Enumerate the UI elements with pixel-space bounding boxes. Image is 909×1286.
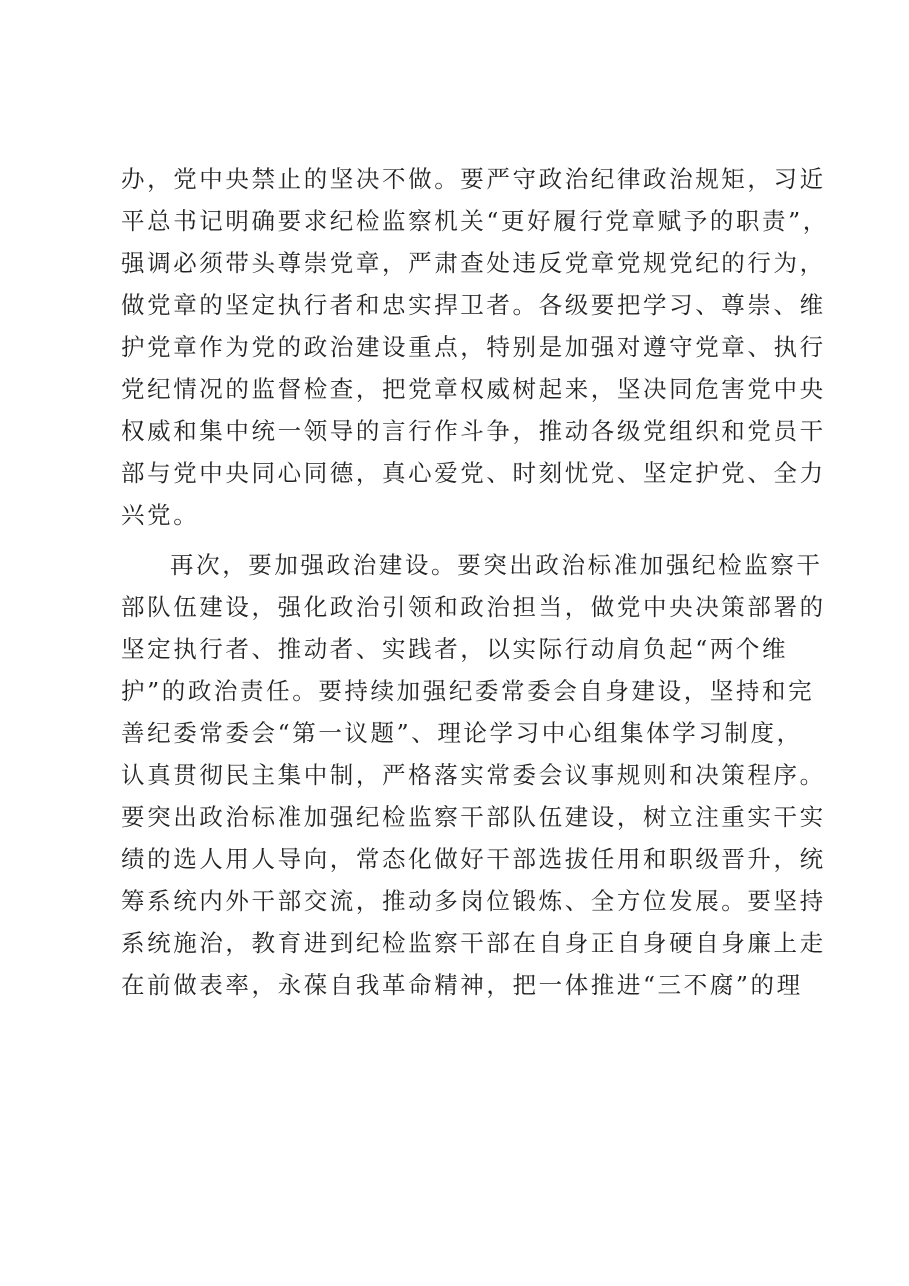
text-line: 部队伍建设，强化政治引领和政治担当，做党中央决策部署的 bbox=[121, 593, 826, 621]
document-body bbox=[121, 158, 829, 1006]
text-line: 平总书记明确要求纪检监察机关“更好履行党章赋予的职责”， bbox=[121, 207, 829, 235]
text-line: 筹系统内外干部交流，推动多岗位锻炼、全方位发展。要坚持 bbox=[121, 887, 826, 915]
text-line: 认真贯彻民主集中制，严格落实常委会议事规则和决策程序。 bbox=[121, 761, 826, 789]
paragraph-gap bbox=[121, 536, 811, 544]
text-line: 在前做表率，永葆自我革命精神，把一体推进“三不腐”的理 bbox=[121, 971, 803, 999]
paragraph-1 bbox=[121, 158, 829, 536]
paragraph-2 bbox=[121, 544, 826, 1006]
text-line: 部与党中央同心同德，真心爱党、时刻忧党、坚定护党、全力 bbox=[121, 459, 826, 487]
text-line: 要突出政治标准加强纪检监察干部队伍建设，树立注重实干实 bbox=[121, 803, 826, 831]
text-line: 再次，要加强政治建设。要突出政治标准加强纪检监察干 bbox=[170, 551, 823, 579]
text-line: 护党章作为党的政治建设重点，特别是加强对遵守党章、执行 bbox=[121, 333, 826, 361]
text-line: 系统施治，教育进到纪检监察干部在自身正自身硬自身廉上走 bbox=[121, 929, 826, 957]
text-line: 护”的政治责任。要持续加强纪委常委会自身建设，坚持和完 bbox=[121, 677, 815, 705]
text-line: 权威和集中统一领导的言行作斗争，推动各级党组织和党员干 bbox=[121, 417, 826, 445]
text-line: 兴党。 bbox=[121, 501, 200, 529]
text-line: 绩的选人用人导向，常态化做好干部选拔任用和职级晋升，统 bbox=[121, 845, 826, 873]
text-line: 坚定执行者、推动者、实践者，以实际行动肩负起“两个维 bbox=[121, 635, 789, 663]
text-line: 强调必须带头尊崇党章，严肃查处违反党章党规党纪的行为， bbox=[121, 249, 826, 277]
text-line: 做党章的坚定执行者和忠实捍卫者。各级要把学习、尊崇、维 bbox=[121, 291, 826, 319]
text-line: 善纪委常委会“第一议题”、理论学习中心组集体学习制度， bbox=[121, 719, 803, 747]
text-line: 党纪情况的监督检查，把党章权威树起来，坚决同危害党中央 bbox=[121, 375, 826, 403]
text-line: 办，党中央禁止的坚决不做。要严守政治纪律政治规矩，习近 bbox=[121, 165, 826, 193]
